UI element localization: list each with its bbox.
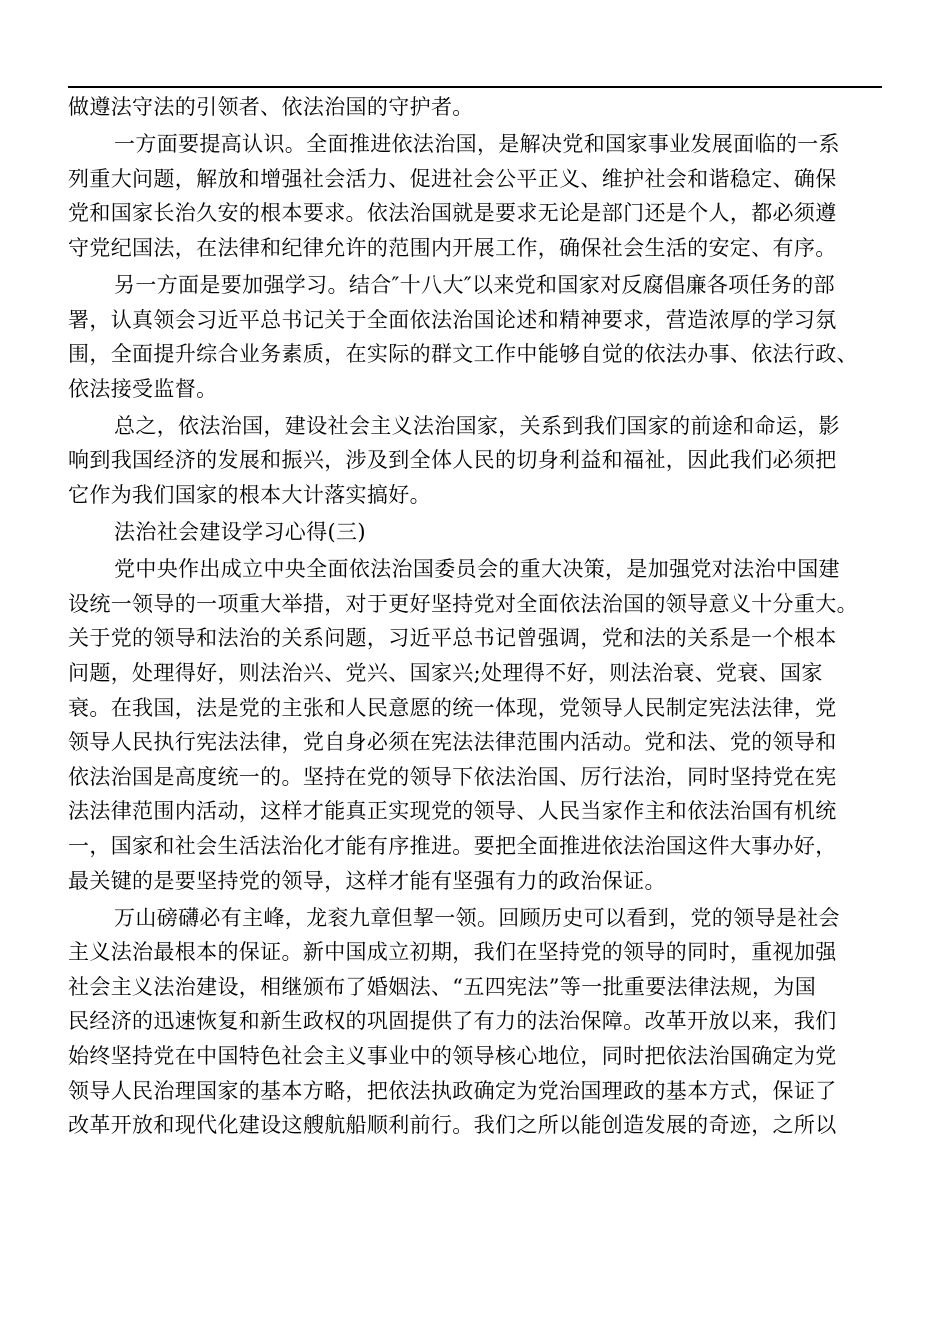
paragraph-first-line: 万山磅礴必有主峰，龙衮九章但挈一领。回顾历史可以看到，党的领导是社会 (114, 905, 840, 930)
text-line: 围，全面提升综合业务素质，在实际的群文工作中能够自觉的依法办事、依法行政、 (68, 342, 858, 367)
text-line: 依法接受监督。 (68, 376, 218, 401)
document-body (68, 90, 898, 1143)
text-line: 设统一领导的一项重大举措，对于更好坚持党对全面依法治国的领导意义十分重大。 (68, 591, 858, 616)
text-line: 列重大问题，解放和增强社会活力、促进社会公平正义、维护社会和谐稳定、确保 (68, 166, 837, 191)
header-rule (68, 86, 882, 88)
paragraph-first-line: 一方面要提高认识。全面推进依法治国，是解决党和国家事业发展面临的一系 (114, 132, 840, 157)
text-line: 领导人民执行宪法法律，党自身必须在宪法法律范围内活动。党和法、党的领导和 (68, 730, 837, 755)
text-line: 主义法治最根本的保证。新中国成立初期，我们在坚持党的领导的同时，重视加强 (68, 940, 837, 965)
section-heading: 法治社会建设学习心得(三) (114, 520, 366, 545)
text-line: 一，国家和社会生活法治化才能有序推进。要把全面推进依法治国这件大事办好， (68, 833, 837, 858)
text-line: 民经济的迅速恢复和新生政权的巩固提供了有力的法治保障。改革开放以来，我们 (68, 1009, 837, 1034)
paragraph-first-line: 总之，依法治国，建设社会主义法治国家，关系到我们国家的前途和命运，影 (114, 413, 840, 438)
text-line: 守党纪国法，在法律和纪律允许的范围内开展工作，确保社会生活的安定、有序。 (68, 235, 837, 260)
text-line: 领导人民治理国家的基本方略，把依法执政确定为党治国理政的基本方式，保证了 (68, 1078, 837, 1103)
paragraph-first-line: 另一方面是要加强学习。结合″十八大″以来党和国家对反腐倡廉各项任务的部 (114, 272, 835, 297)
text-line: 衰。在我国，法是党的主张和人民意愿的统一体现，党领导人民制定宪法法律，党 (68, 695, 837, 720)
text-line: 始终坚持党在中国特色社会主义事业中的领导核心地位，同时把依法治国确定为党 (68, 1044, 837, 1069)
text-line: 问题，处理得好，则法治兴、党兴、国家兴;处理得不好，则法治衰、党衰、国家 (68, 661, 823, 685)
text-line: 依法治国是高度统一的。坚持在党的领导下依法治国、厉行法治，同时坚持党在宪 (68, 764, 837, 789)
text-line: 法法律范围内活动，这样才能真正实现党的领导、人民当家作主和依法治国有机统 (68, 799, 837, 824)
text-line: 最关键的是要坚持党的领导，这样才能有坚强有力的政治保证。 (68, 868, 666, 893)
text-line: 社会主义法治建设，相继颁布了婚姻法、“五四宪法”等一批重要法律法规，为国 (68, 974, 817, 999)
paragraph-first-line: 党中央作出成立中央全面依法治国委员会的重大决策，是加强党对法治中国建 (114, 557, 840, 582)
text-line: 改革开放和现代化建设这艘航船顺利前行。我们之所以能创造发展的奇迹，之所以 (68, 1113, 837, 1138)
text-line: 做遵法守法的引领者、依法治国的守护者。 (68, 95, 474, 119)
text-line: 党和国家长治久安的根本要求。依法治国就是要求无论是部门还是个人，都必须遵 (68, 201, 837, 226)
text-line: 响到我国经济的发展和振兴，涉及到全体人民的切身利益和福祉，因此我们必须把 (68, 448, 837, 473)
text-line: 署，认真领会习近平总书记关于全面依法治国论述和精神要求，营造浓厚的学习氛 (68, 307, 837, 332)
text-line: 它作为我们国家的根本大计落实搞好。 (68, 483, 431, 508)
text-line: 关于党的领导和法治的关系问题，习近平总书记曾强调，党和法的关系是一个根本 (68, 626, 837, 651)
